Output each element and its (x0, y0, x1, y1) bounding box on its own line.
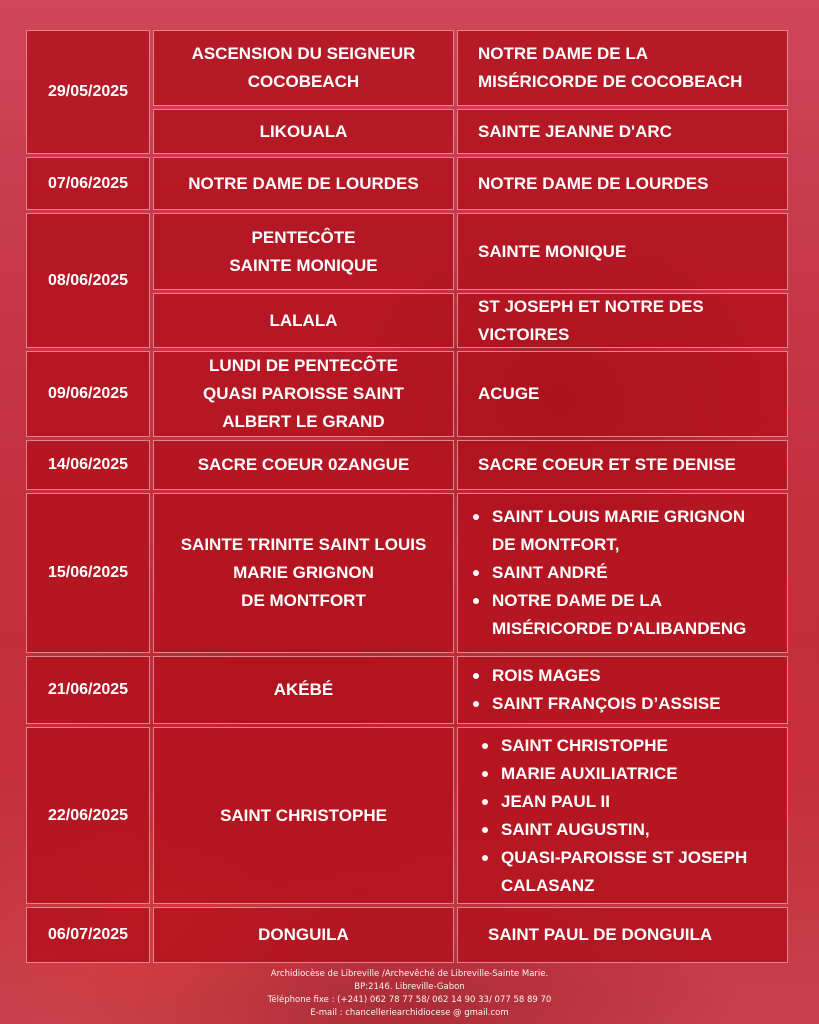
paroisse-text: SAINT CHRISTOPHE (220, 805, 387, 825)
date-text: 07/06/2025 (47, 174, 129, 192)
date-cell (26, 213, 150, 348)
lieu-text: VICTOIRES (478, 324, 570, 344)
date-text: 15/06/2025 (47, 564, 129, 581)
list-item: SAINT LOUIS MARIE GRIGNON DE MONTFORT, (470, 503, 746, 559)
paroisse-text: QUASI PAROISSE SAINT (203, 384, 404, 403)
lieu-text: ST JOSEPH ET NOTRE DES (478, 296, 704, 316)
paroisse-cell (153, 351, 454, 437)
date-cell (26, 727, 150, 904)
paroisse-cell (153, 907, 454, 963)
date-cell (26, 30, 150, 154)
lieu-text: NOTRE DAME DE LA (478, 44, 648, 63)
paroisse-text: LALALA (269, 310, 338, 330)
lieu-text: NOTRE DAME DE LOURDES (478, 173, 709, 193)
lieu-cell (457, 727, 788, 904)
lieu-cell (457, 440, 788, 490)
footer-email: E-mail : chancelleriearchidiocese @ gmail.com (310, 1008, 509, 1018)
lieu-text: SAINT PAUL DE DONGUILA (488, 925, 713, 944)
lieu-cell (457, 157, 788, 210)
date-text: 08/06/2025 (47, 271, 129, 289)
footer (0, 968, 819, 1020)
lieu-cell (457, 213, 788, 290)
list-item: JEAN PAUL II (479, 788, 747, 816)
paroisse-text: DE MONTFORT (241, 591, 366, 610)
paroisse-cell (153, 157, 454, 210)
lieu-cell (457, 109, 788, 154)
paroisse-text: SAINTE TRINITE SAINT LOUIS (180, 535, 427, 554)
lieu-cell (457, 293, 788, 348)
lieu-list (458, 732, 747, 900)
lieu-text: SAINTE JEANNE D'ARC (478, 121, 672, 141)
paroisse-cell (153, 213, 454, 290)
lieu-text: MISÉRICORDE DE COCOBEACH (478, 72, 743, 91)
lieu-text: SAINTE MONIQUE (478, 241, 627, 261)
paroisse-text: ASCENSION DU SEIGNEUR (191, 44, 416, 63)
date-text: 22/06/2025 (47, 806, 129, 824)
paroisse-cell (153, 493, 454, 653)
lieu-text: ACUGE (478, 384, 540, 403)
lieu-cell (457, 656, 788, 724)
list-item: SAINT CHRISTOPHE (479, 732, 747, 760)
date-cell (26, 907, 150, 963)
lieu-list (458, 662, 721, 718)
paroisse-cell (153, 440, 454, 490)
paroisse-cell (153, 30, 454, 106)
date-cell (26, 493, 150, 653)
paroisse-text: LUNDI DE PENTECÔTE (209, 356, 398, 375)
lieu-cell (457, 30, 788, 106)
footer-phone: Téléphone fixe : (+241) 062 78 77 58/ 062 14 90 33/ 077 58 89 70 (267, 995, 552, 1005)
list-item: MARIE AUXILIATRICE (479, 760, 747, 788)
date-text: 14/06/2025 (47, 456, 129, 473)
lieu-list (458, 503, 746, 643)
date-text: 06/07/2025 (47, 926, 129, 943)
paroisse-text: SACRE COEUR 0ZANGUE (197, 455, 410, 474)
paroisse-text: AKÉBÉ (273, 680, 334, 699)
lieu-cell (457, 493, 788, 653)
list-item: QUASI-PAROISSE ST JOSEPH CALASANZ (479, 844, 747, 900)
paroisse-text: COCOBEACH (247, 72, 360, 91)
paroisse-text: SAINTE MONIQUE (229, 255, 378, 275)
list-item: SAINT FRANÇOIS D’ASSISE (470, 690, 721, 718)
paroisse-text: PENTECÔTE (251, 227, 356, 247)
date-cell (26, 656, 150, 724)
paroisse-cell (153, 656, 454, 724)
paroisse-text: LIKOUALA (259, 121, 348, 141)
date-cell (26, 351, 150, 437)
footer-bp: BP:2146. Libreville-Gabon (354, 982, 465, 992)
list-item: SAINT ANDRÉ (470, 559, 746, 587)
lieu-cell (457, 351, 788, 437)
list-item: ROIS MAGES (470, 662, 721, 690)
paroisse-cell (153, 293, 454, 348)
footer-address: Archidiocèse de Libreville /Archevêché de Libreville-Sainte Marie. (270, 969, 549, 979)
date-cell (26, 157, 150, 210)
paroisse-cell (153, 727, 454, 904)
date-text: 21/06/2025 (47, 681, 129, 698)
list-item: SAINT AUGUSTIN, (479, 816, 747, 844)
date-text: 29/05/2025 (47, 83, 129, 100)
paroisse-text: NOTRE DAME DE LOURDES (188, 173, 419, 193)
paroisse-text: ALBERT LE GRAND (222, 412, 385, 431)
date-cell (26, 440, 150, 490)
lieu-text: SACRE COEUR ET STE DENISE (478, 455, 736, 474)
paroisse-text: MARIE GRIGNON (233, 563, 374, 582)
paroisse-cell (153, 109, 454, 154)
paroisse-text: DONGUILA (258, 925, 349, 944)
lieu-cell (457, 907, 788, 963)
list-item: NOTRE DAME DE LA MISÉRICORDE D'ALIBANDENG (470, 587, 746, 643)
date-text: 09/06/2025 (47, 385, 129, 402)
